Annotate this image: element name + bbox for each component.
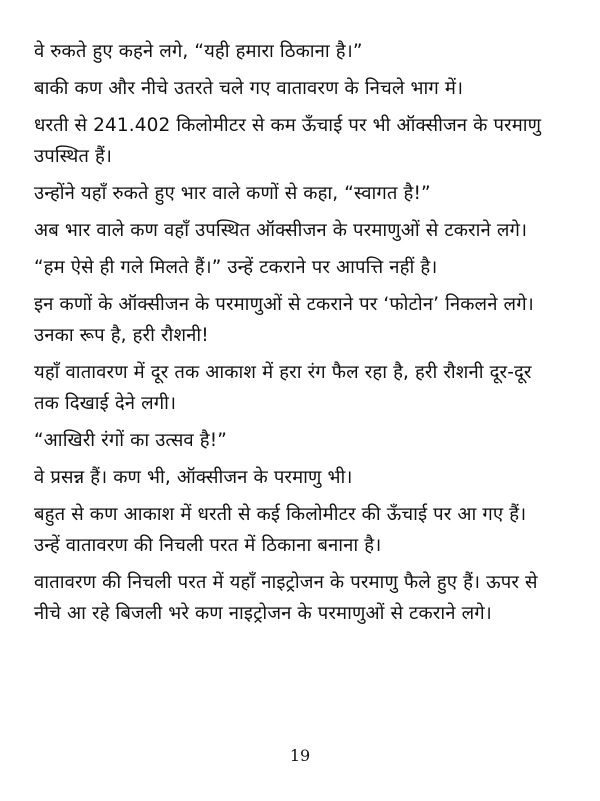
paragraph bbox=[34, 252, 582, 283]
paragraph bbox=[34, 36, 582, 67]
text-line: उनका रूप है, हरी रौशनी! bbox=[34, 325, 209, 346]
paragraph bbox=[34, 462, 582, 493]
text-line: वे प्रसन्न हैं। कण भी, ऑक्सीजन के परमाणु भी। bbox=[34, 467, 353, 488]
page-body bbox=[34, 36, 582, 635]
text-line: यहाँ वातावरण में दूर तक आकाश में हरा रंग फैल रहा है, हरी रौशनी दूर-दूर bbox=[34, 362, 532, 383]
paragraph bbox=[34, 289, 582, 351]
page-number: 19 bbox=[289, 746, 311, 765]
text-line: तक दिखाई देने लगी। bbox=[34, 393, 177, 414]
paragraph bbox=[34, 110, 582, 172]
text-line: इन कणों के ऑक्सीजन के परमाणुओं से टकराने पर ‘फोटोन’ निकलने लगे। bbox=[34, 294, 534, 315]
paragraph bbox=[34, 73, 582, 104]
paragraph bbox=[34, 178, 582, 209]
text-line: उन्हें वातावरण की निचली परत में ठिकाना बनाना है। bbox=[34, 535, 382, 556]
text-line: धरती से 241.402 किलोमीटर से कम ऊँचाई पर भी ऑक्सीजन के परमाणु bbox=[34, 115, 542, 136]
paragraph bbox=[34, 499, 582, 561]
text-line: बाकी कण और नीचे उतरते चले गए वातावरण के निचले भाग में। bbox=[34, 78, 464, 99]
paragraph bbox=[34, 215, 582, 246]
text-line: “हम ऐसे ही गले मिलते हैं।” उन्हें टकराने पर आपत्ति नहीं है। bbox=[34, 257, 438, 278]
text-line: बहुत से कण आकाश में धरती से कई किलोमीटर की ऊँचाई पर आ गए हैं। bbox=[34, 504, 527, 525]
paragraph bbox=[34, 357, 582, 419]
text-line: अब भार वाले कण वहाँ उपस्थित ऑक्सीजन के परमाणुओं से टकराने लगे। bbox=[34, 220, 528, 241]
paragraph bbox=[34, 425, 582, 456]
text-line: वे रुकते हुए कहने लगे, “यही हमारा ठिकाना है।” bbox=[34, 41, 363, 62]
text-line: “आखिरी रंगों का उत्सव है!” bbox=[34, 430, 227, 451]
text-line: वातावरण की निचली परत में यहाँ नाइट्रोजन के परमाणु फैले हुए हैं। ऊपर से bbox=[34, 572, 538, 593]
text-line: नीचे आ रहे बिजली भरे कण नाइट्रोजन के परमाणुओं से टकराने लगे। bbox=[34, 603, 492, 624]
paragraph bbox=[34, 567, 582, 629]
text-line: उन्होंने यहाँ रुकते हुए भार वाले कणों से कहा, “स्वागत है!” bbox=[34, 183, 431, 204]
text-line: उपस्थित हैं। bbox=[34, 146, 113, 167]
